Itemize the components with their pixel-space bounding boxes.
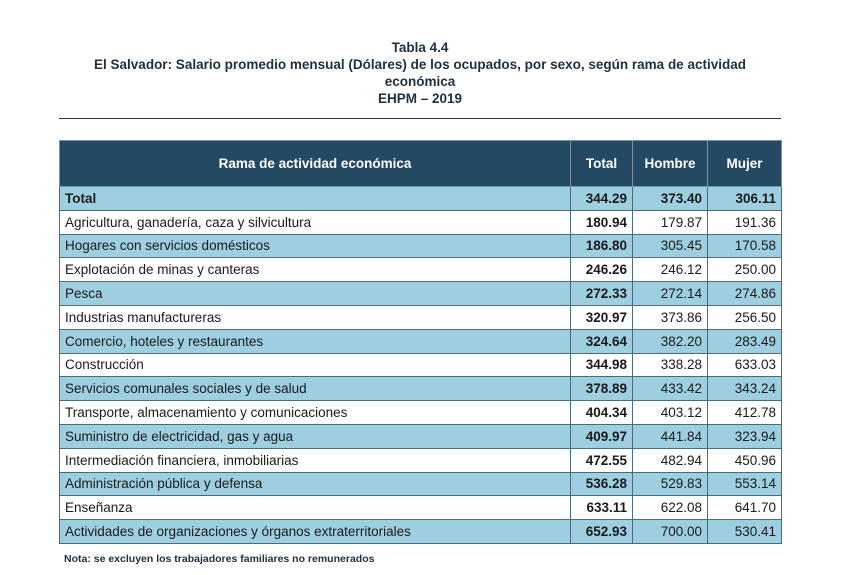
table-row (60, 472, 782, 496)
header-mujer: Mujer (708, 141, 782, 187)
cell-total: 344.29 (571, 187, 633, 211)
cell-total: 320.97 (571, 305, 633, 329)
cell-total: 344.98 (571, 353, 633, 377)
cell-rama: Total (60, 187, 571, 211)
table-header-row (60, 141, 782, 187)
cell-rama: Construcción (60, 353, 571, 377)
cell-mujer: 256.50 (708, 305, 782, 329)
cell-mujer: 323.94 (708, 424, 782, 448)
cell-total: 324.64 (571, 329, 633, 353)
cell-hombre: 338.28 (633, 353, 708, 377)
cell-total: 272.33 (571, 282, 633, 306)
cell-mujer: 633.03 (708, 353, 782, 377)
cell-hombre: 482.94 (633, 448, 708, 472)
table-row (60, 258, 782, 282)
cell-total: 186.80 (571, 234, 633, 258)
table-row (60, 424, 782, 448)
cell-rama: Actividades de organizaciones y órganos extraterritoriales (60, 520, 571, 544)
cell-rama: Comercio, hoteles y restaurantes (60, 329, 571, 353)
cell-rama: Suministro de electricidad, gas y agua (60, 424, 571, 448)
cell-mujer: 450.96 (708, 448, 782, 472)
cell-hombre: 382.20 (633, 329, 708, 353)
cell-rama: Intermediación financiera, inmobiliarias (60, 448, 571, 472)
table-row (60, 187, 782, 211)
cell-rama: Explotación de minas y canteras (60, 258, 571, 282)
footnote: Nota: se excluyen los trabajadores familiares no remunerados (64, 553, 375, 565)
header-hombre: Hombre (633, 141, 708, 187)
table-body (60, 187, 782, 544)
table-row (60, 353, 782, 377)
cell-hombre: 700.00 (633, 520, 708, 544)
cell-hombre: 373.86 (633, 305, 708, 329)
cell-rama: Transporte, almacenamiento y comunicaciones (60, 401, 571, 425)
cell-total: 409.97 (571, 424, 633, 448)
table-row (60, 401, 782, 425)
table-caption: El Salvador: Salario promedio mensual (Dólares) de los ocupados, por sexo, según rama de actividad (94, 57, 746, 72)
table-caption-cont: económica (384, 74, 456, 89)
table-number: Tabla 4.4 (391, 40, 449, 55)
cell-hombre: 246.12 (633, 258, 708, 282)
cell-total: 472.55 (571, 448, 633, 472)
cell-mujer: 250.00 (708, 258, 782, 282)
cell-hombre: 305.45 (633, 234, 708, 258)
cell-rama: Pesca (60, 282, 571, 306)
cell-mujer: 170.58 (708, 234, 782, 258)
cell-total: 652.93 (571, 520, 633, 544)
cell-mujer: 343.24 (708, 377, 782, 401)
cell-mujer: 191.36 (708, 210, 782, 234)
table-row (60, 520, 782, 544)
table-row (60, 377, 782, 401)
cell-mujer: 274.86 (708, 282, 782, 306)
cell-total: 246.26 (571, 258, 633, 282)
table-row (60, 305, 782, 329)
table-row (60, 234, 782, 258)
cell-rama: Servicios comunales sociales y de salud (60, 377, 571, 401)
cell-hombre: 529.83 (633, 472, 708, 496)
header-rama: Rama de actividad económica (60, 141, 571, 187)
cell-hombre: 272.14 (633, 282, 708, 306)
cell-mujer: 553.14 (708, 472, 782, 496)
cell-total: 536.28 (571, 472, 633, 496)
cell-rama: Administración pública y defensa (60, 472, 571, 496)
cell-hombre: 433.42 (633, 377, 708, 401)
cell-hombre: 441.84 (633, 424, 708, 448)
table-row (60, 496, 782, 520)
table-row (60, 282, 782, 306)
table-source: EHPM – 2019 (377, 91, 463, 106)
cell-mujer: 530.41 (708, 520, 782, 544)
cell-mujer: 283.49 (708, 329, 782, 353)
salary-table (59, 140, 782, 544)
cell-total: 378.89 (571, 377, 633, 401)
cell-rama: Industrias manufactureras (60, 305, 571, 329)
table-row (60, 329, 782, 353)
table-row (60, 210, 782, 234)
title-divider (59, 118, 781, 119)
cell-mujer: 412.78 (708, 401, 782, 425)
cell-total: 633.11 (571, 496, 633, 520)
cell-mujer: 641.70 (708, 496, 782, 520)
cell-hombre: 403.12 (633, 401, 708, 425)
table-row (60, 448, 782, 472)
cell-rama: Agricultura, ganadería, caza y silvicultura (60, 210, 571, 234)
table-title (40, 39, 800, 107)
cell-total: 404.34 (571, 401, 633, 425)
cell-mujer: 306.11 (708, 187, 782, 211)
cell-rama: Enseñanza (60, 496, 571, 520)
cell-hombre: 373.40 (633, 187, 708, 211)
cell-rama: Hogares con servicios domésticos (60, 234, 571, 258)
cell-hombre: 622.08 (633, 496, 708, 520)
cell-hombre: 179.87 (633, 210, 708, 234)
header-total: Total (571, 141, 633, 187)
cell-total: 180.94 (571, 210, 633, 234)
